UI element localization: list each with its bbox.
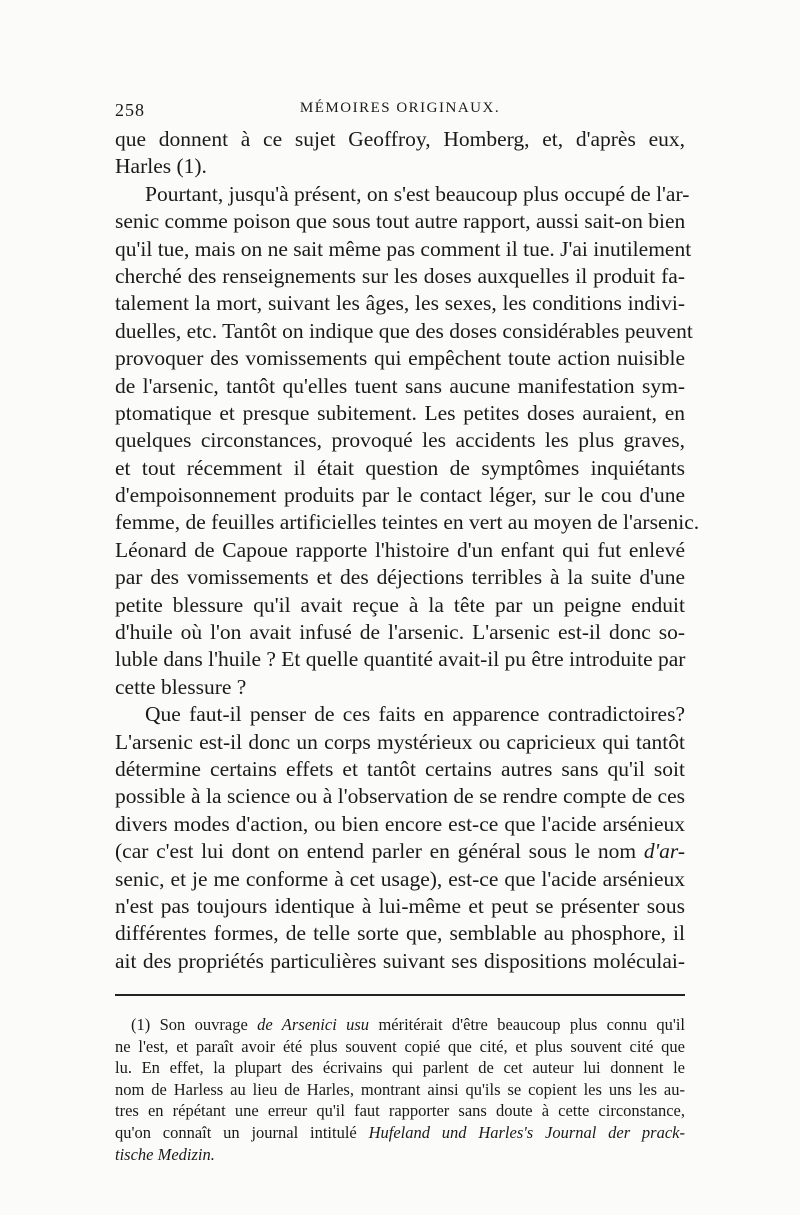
footnote-line — [115, 1014, 685, 1036]
text-line: Léonard de Capoue rapporte l'histoire d'un enfant qui fut enlevé — [115, 537, 685, 562]
text-line: Que faut-il penser de ces faits en apparence contradictoires? — [145, 702, 685, 727]
text-line: divers modes d'action, ou bien encore est-ce que l'acide arsénieux — [115, 811, 685, 836]
text-line: d'empoisonnement produits par le contact léger, sur le cou d'une — [115, 483, 685, 508]
text-line: quelques circonstances, provoqué les accidents les plus graves, — [115, 428, 685, 453]
footnote — [115, 1014, 685, 1165]
footnote-italic: de Arsenici usu — [257, 1015, 370, 1034]
page-number: 258 — [115, 100, 145, 120]
footnote-italic: Hufeland und Harles's Journal der prack- — [368, 1122, 685, 1142]
text-line: femme, de feuilles artificielles teintes en vert au moyen de l'arsenic. — [115, 510, 700, 535]
text-line — [115, 838, 685, 865]
text-line: n'est pas toujours identique à lui-même et peut se présenter sous — [115, 893, 685, 918]
footnote-rule — [115, 994, 685, 996]
text-line: d'huile où l'on avait infusé de l'arsenic. L'arsenic est-il donc so- — [115, 620, 685, 645]
text-line: détermine certains effets et tantôt certains autres sans qu'il soit — [115, 756, 685, 781]
text-line: ptomatique et presque subitement. Les petites doses auraient, en — [115, 400, 685, 425]
text-line: cherché des renseignements sur les doses auxquelles il produit fa- — [115, 263, 685, 288]
footnote-line: lu. En effet, la plupart des écrivains qui parlent de cet auteur lui donnent le — [115, 1058, 685, 1078]
footnote-line: nom de Harless au lieu de Harles, montrant ainsi qu'ils se copient les uns les au- — [115, 1079, 685, 1099]
text-line: L'arsenic est-il donc un corps mystérieux ou capricieux qui tantôt — [115, 729, 685, 754]
text-line-part: (car c'est lui dont on entend parler en général sous le nom — [115, 839, 637, 864]
text-line: que donnent à ce sujet Geoffroy, Homberg, et, d'après eux, — [115, 127, 685, 151]
footnote-line: tres en répétant une erreur qu'il faut rapporter sans doute à cette circonstance, — [115, 1101, 685, 1121]
text-line: Harles (1). — [115, 154, 207, 179]
text-line: cette blessure ? — [115, 674, 247, 699]
page-header — [115, 100, 685, 126]
text-line: luble dans l'huile ? Et quelle quantité avait-il pu être introduite par — [115, 647, 686, 672]
text-line: senic comme poison que sous tout autre rapport, aussi sait-on bien — [115, 209, 686, 234]
footnote-part: (1) Son ouvrage — [131, 1015, 248, 1034]
text-line: de l'arsenic, tantôt qu'elles tuent sans aucune manifestation sym- — [115, 373, 685, 398]
text-line-part: senic, et je me conforme à cet usage), est-ce que l'acide arsénieux — [115, 866, 685, 891]
footnote-line: ne l'est, et paraît avoir été plus souvent copié que cité, et plus souvent cité que — [115, 1036, 685, 1056]
text-line: petite blessure qu'il avait reçue à la tête par un peigne enduit — [115, 592, 685, 617]
main-text — [115, 126, 700, 975]
text-line: provoquer des vomissements qui empêchent toute action nuisible — [115, 346, 685, 371]
text-line — [115, 866, 685, 893]
footnote-line — [115, 1122, 685, 1144]
text-line: par des vomissements et des déjections terribles à la suite d'une — [115, 565, 685, 590]
text-line: et tout récemment il était question de symptômes inquiétants — [115, 455, 685, 480]
text-line: duelles, etc. Tantôt on indique que des doses considérables peuvent — [115, 318, 693, 343]
footnote-italic: tische Medizin. — [115, 1144, 215, 1164]
text-line: talement la mort, suivant les âges, les sexes, les conditions indivi- — [115, 291, 685, 316]
italic-word: d'ar- — [643, 839, 686, 864]
footnote-part: méritérait d'être beaucoup plus connu qu'il — [378, 1015, 686, 1034]
text-line: ait des propriétés particulières suivant ses dispositions moléculai- — [115, 948, 685, 973]
text-line: possible à la science ou à l'observation de se rendre compte de ces — [115, 784, 685, 809]
footnote-line — [115, 1144, 685, 1166]
running-head: MÉMOIRES ORIGINAUX. — [299, 100, 501, 116]
text-line: Pourtant, jusqu'à présent, on s'est beaucoup plus occupé de l'ar- — [145, 181, 690, 206]
text-line: qu'il tue, mais on ne sait même pas comment il tue. J'ai inutilement — [115, 236, 692, 261]
footnote-part: qu'on connaît un journal intitulé — [115, 1122, 357, 1142]
text-line: différentes formes, de telle sorte que, semblable au phosphore, il — [115, 921, 685, 946]
